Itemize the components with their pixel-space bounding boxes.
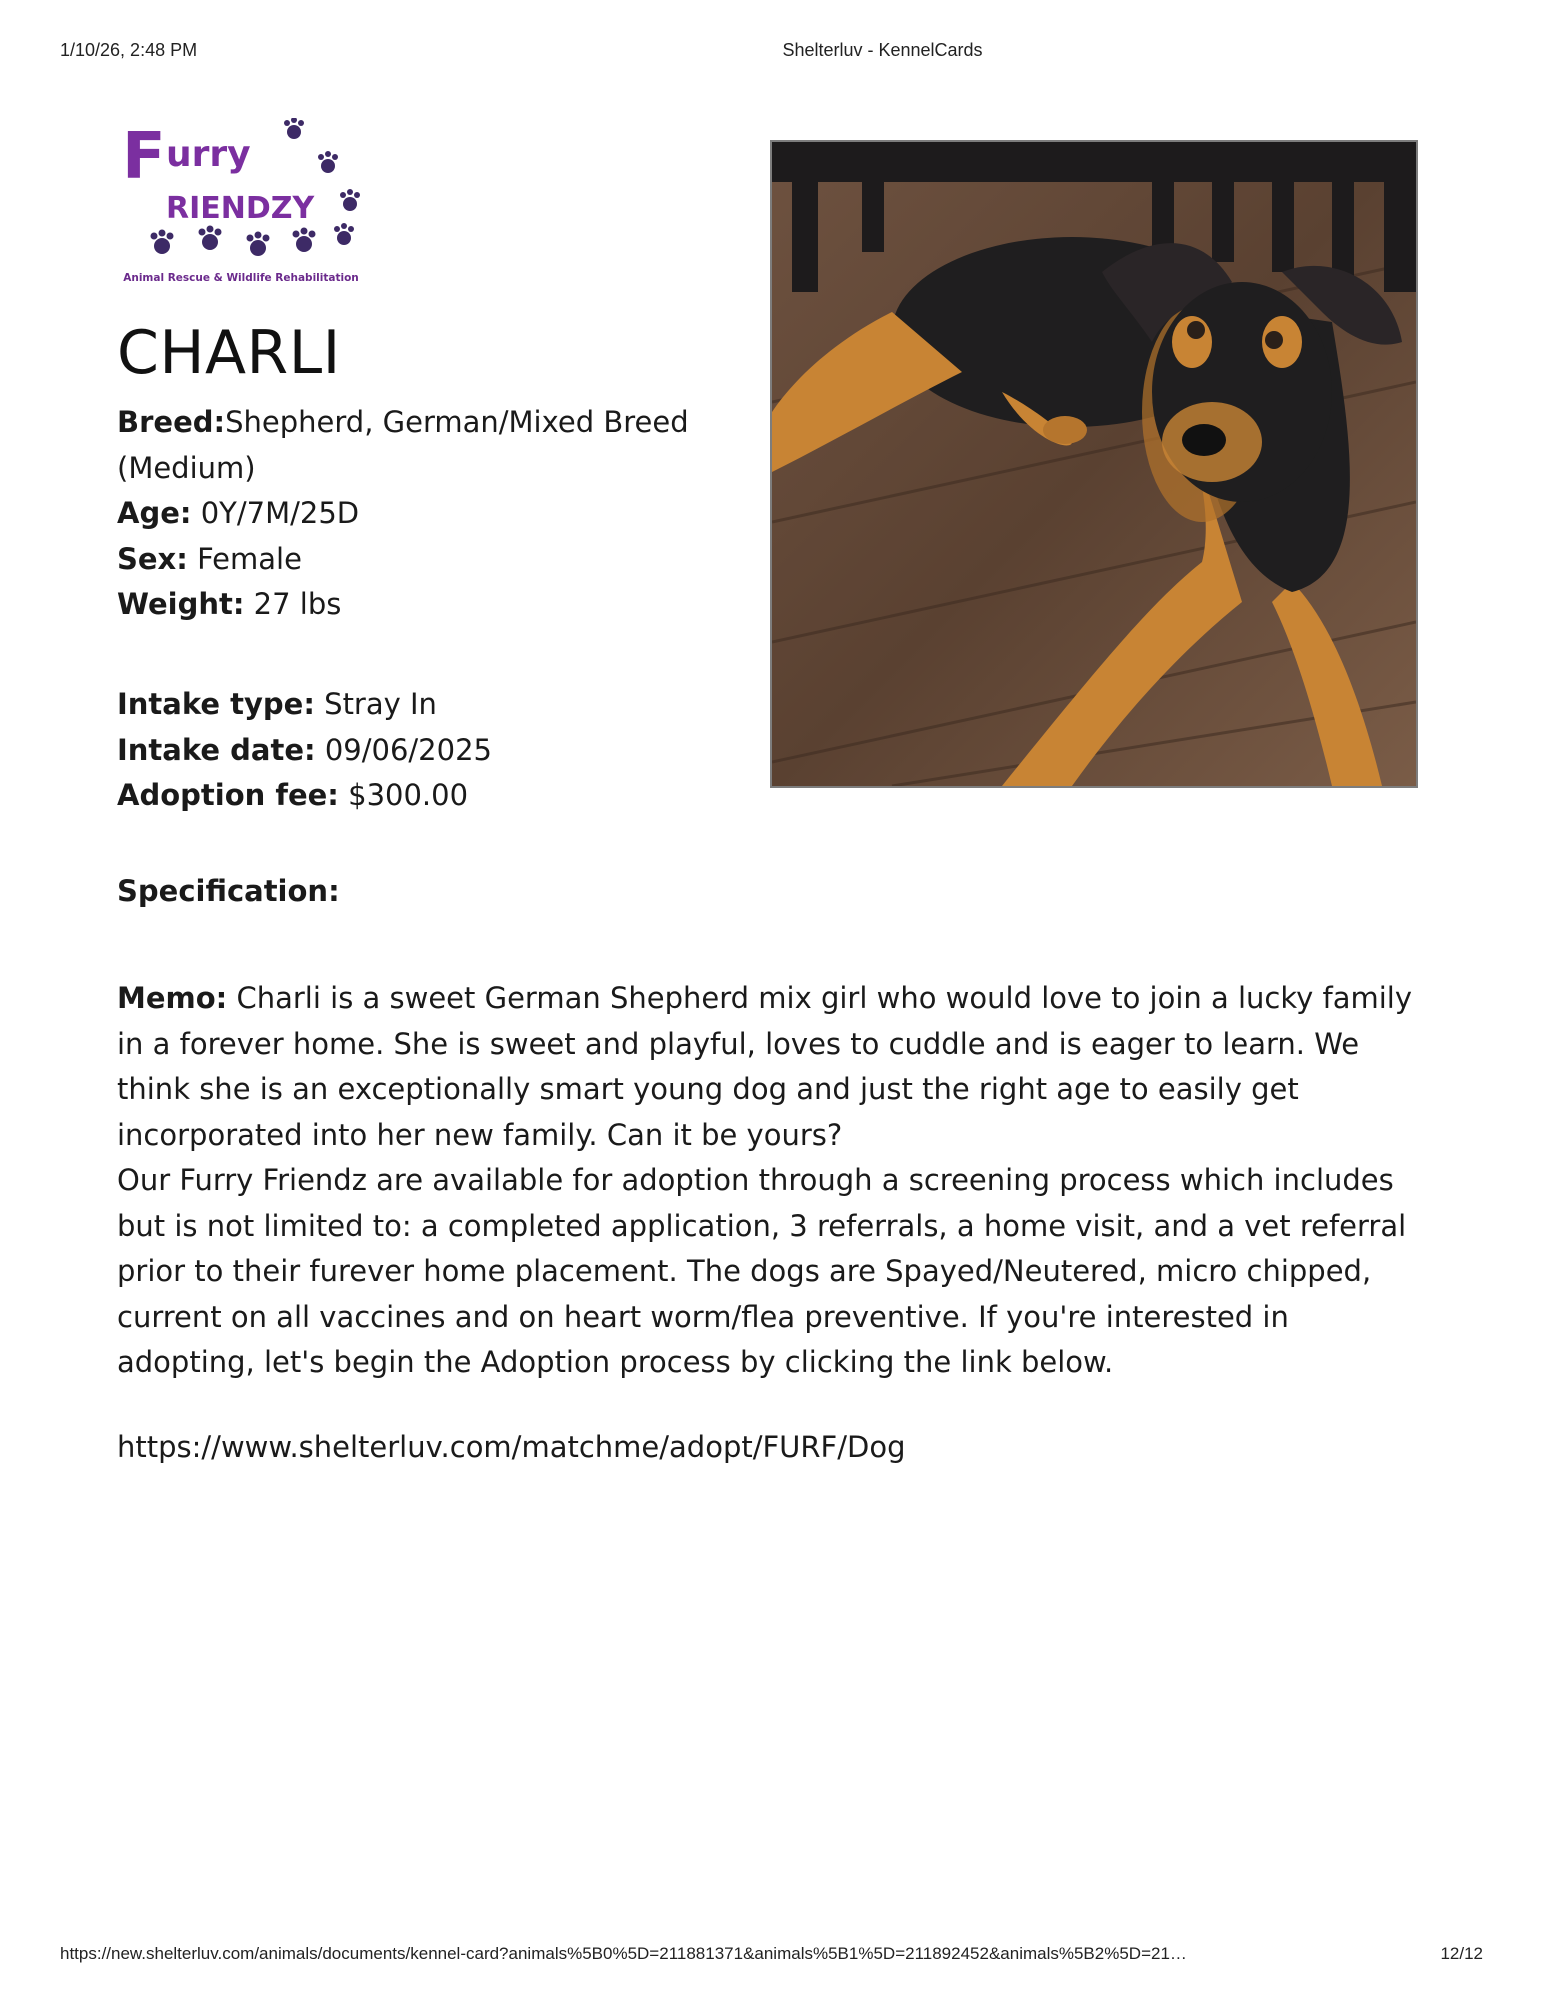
breed-row xyxy=(117,400,707,491)
animal-facts xyxy=(117,400,707,628)
furry-friendzy-logo xyxy=(118,118,368,290)
print-url: https://new.shelterluv.com/animals/documents/kennel-card?animals%5B0%5D=211881371&animals%5B1%5D=211892452&animals%5B2%5D=21… xyxy=(60,1944,1187,1963)
memo-paragraph-1 xyxy=(117,976,1417,1158)
intake-facts xyxy=(117,682,707,819)
age-label: Age: xyxy=(117,496,192,530)
breed-value: Shepherd, German/Mixed Breed (Medium) xyxy=(117,405,689,485)
logo-graphic xyxy=(118,118,368,270)
sex-label: Sex: xyxy=(117,541,188,576)
adoption-fee-row xyxy=(117,773,707,819)
adoption-link[interactable]: https://www.shelterluv.com/matchme/adopt/FURF/Dog xyxy=(117,1430,906,1464)
memo-paragraph-2 xyxy=(117,1158,1417,1386)
intake-date-value: 09/06/2025 xyxy=(324,732,492,767)
adoption-fee-value: $300.00 xyxy=(348,778,469,812)
specification-label: Specification: xyxy=(117,874,340,908)
adoption-fee-label: Adoption fee: xyxy=(117,778,339,812)
svg-text:RIENDZY: RIENDZY xyxy=(166,191,315,226)
print-page-title: Shelterluv - KennelCards xyxy=(782,40,983,60)
memo-text-2: Our Furry Friendz are available for adoption through a screening process which includes but is not limited to: a completed application, 3 referrals, a home visit, and a vet referral prior to their furever home placement. The dogs are Spayed/Neutered, micro chipped, current on all vaccines and on heart worm/flea preventive. If you're interested in adopting, let's begin the Adoption process by clicking the link below. xyxy=(117,1163,1407,1379)
logo-tagline: Animal Rescue & Wildlife Rehabilitation xyxy=(123,272,359,284)
intake-type-label: Intake type: xyxy=(117,687,315,721)
breed-label: Breed: xyxy=(117,405,226,439)
dog-photo-illustration xyxy=(772,142,1416,786)
weight-value: 27 lbs xyxy=(253,587,342,621)
intake-date-label: Intake date: xyxy=(117,732,316,767)
intake-type-value: Stray In xyxy=(324,687,437,721)
age-value: 0Y/7M/25D xyxy=(200,496,360,530)
age-row xyxy=(117,491,707,537)
sex-value: Female xyxy=(197,541,302,576)
animal-name: CHARLI xyxy=(117,318,341,388)
memo-text-1: Charli is a sweet German Shepherd mix girl who would love to join a lucky family in a forever home. She is sweet and playful, loves to cuddle and is eager to learn. We think she is an exceptionally smart young dog and just the right age to easily get incorporated into her new family. Can it be yours? xyxy=(117,981,1413,1152)
svg-text:urry: urry xyxy=(166,134,251,175)
print-datetime: 1/10/26, 2:48 PM xyxy=(60,40,198,60)
intake-date-row xyxy=(117,728,707,774)
weight-row xyxy=(117,582,707,628)
page-number: 12/12 xyxy=(1440,1944,1483,1963)
sex-row xyxy=(117,537,707,583)
memo-label: Memo: xyxy=(117,981,228,1015)
intake-type-row xyxy=(117,682,707,728)
animal-photo xyxy=(770,140,1418,788)
svg-text:F: F xyxy=(122,120,166,194)
memo-section xyxy=(117,976,1417,1386)
weight-label: Weight: xyxy=(117,587,245,621)
